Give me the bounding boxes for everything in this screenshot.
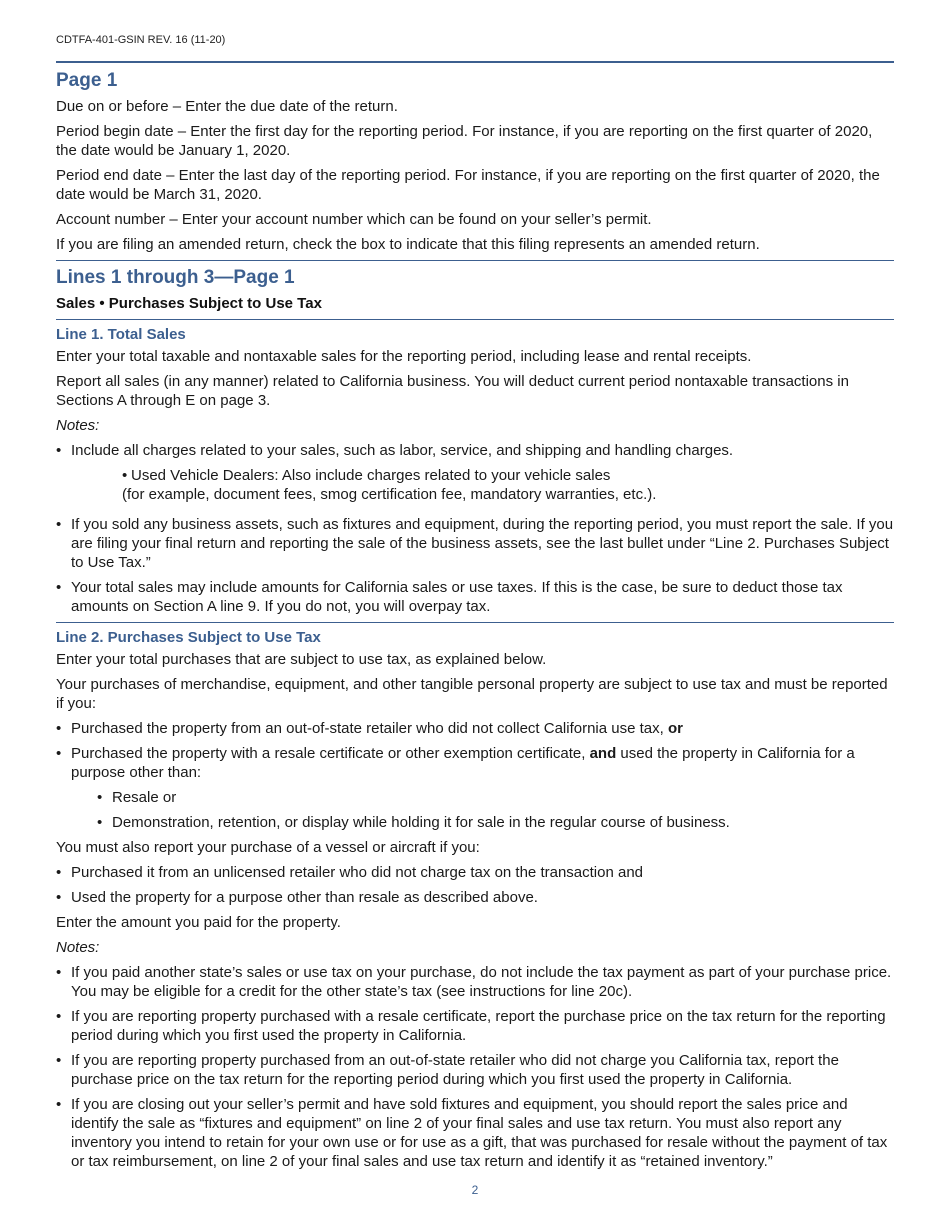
line1-sub-bullet [56, 466, 894, 504]
list-item: • Resale or [97, 788, 894, 807]
list-item: • Purchased the property from an out-of-state retailer who did not collect California use tax, or [56, 719, 894, 738]
list-item: • Used the property for a purpose other than resale as described above. [56, 888, 894, 907]
page1-period-begin: Period begin date – Enter the first day for the reporting period. For instance, if you are reporting on the first quarter of 2020, the date would be January 1, 2020. [56, 123, 873, 159]
section-title-page1: Page 1 [56, 70, 118, 91]
section-title-lines: Lines 1 through 3—Page 1 [56, 267, 295, 288]
line2-p2: Your purchases of merchandise, equipment, and other tangible personal property are subject to use tax and must be reported if you: [56, 676, 888, 712]
list-item: • If you are reporting property purchased with a resale certificate, report the purchase price on the tax return for the reporting period during which you first used the property in California. [56, 1007, 894, 1045]
divider [56, 622, 894, 623]
line1-p2: Report all sales (in any manner) related to California business. You will deduct current period nontaxable transactions in Sections A through E on page 3. [56, 373, 849, 409]
list-item: • Include all charges related to your sales, such as labor, service, and shipping and handling charges. [56, 441, 894, 460]
line2-sub-conditions [56, 788, 894, 832]
line2-title: Line 2. Purchases Subject to Use Tax [56, 629, 321, 646]
list-item: • If you sold any business assets, such as fixtures and equipment, during the reporting period, you must report the sale. If you are filing your final return and reporting the sale of the business assets, see the last bullet under “Line 2. Purchases Subject to Use Tax.” [56, 515, 894, 572]
form-number: CDTFA-401-GSIN REV. 16 (11-20) [56, 34, 226, 46]
sub-bullet-text-1: Used Vehicle Dealers: Also include charges related to your vehicle sales [131, 467, 611, 484]
line2-notes-list [56, 963, 894, 1171]
line1-p1: Enter your total taxable and nontaxable sales for the reporting period, including lease and rental receipts. [56, 348, 752, 365]
list-item: • If you paid another state’s sales or use tax on your purchase, do not include the tax payment as part of your purchase price. You may be eligible for a credit for the other state’s tax (see instructions for line 20c). [56, 963, 894, 1001]
sub-bullet-text-2: (for example, document fees, smog certification fee, mandatory warranties, etc.). [122, 486, 657, 503]
list-item: • If you are closing out your seller’s permit and have sold fixtures and equipment, you should report the sales price and identify the sale as “fixtures and equipment” on line 2 of your final sales and use tax return. You must also report any inventory you intend to retain for your own use or for use as a gift, that was purchased for resale without the payment of tax or tax reimbursement, on line 2 of your final sales and use tax return and identify it as “retained inventory.” [56, 1095, 894, 1171]
divider [56, 319, 894, 320]
list-item: • Purchased it from an unlicensed retailer who did not charge tax on the transaction and [56, 863, 894, 882]
list-item: • Your total sales may include amounts for California sales or use taxes. If this is the case, be sure to deduct those tax amounts on Section A line 9. If you do not, you will overpay tax. [56, 578, 894, 616]
line2-notes-label: Notes: [56, 939, 100, 956]
page1-amended: If you are filing an amended return, check the box to indicate that this filing represents an amended return. [56, 236, 760, 253]
section-subtitle-lines: Sales • Purchases Subject to Use Tax [56, 295, 322, 312]
page-number: 2 [471, 1183, 479, 1197]
line1-notes-label: Notes: [56, 417, 100, 434]
line2-p4: Enter the amount you paid for the property. [56, 914, 341, 931]
line1-notes-list [56, 441, 894, 460]
list-item [122, 466, 894, 504]
line1-title: Line 1. Total Sales [56, 326, 186, 343]
page1-period-end: Period end date – Enter the last day of the reporting period. For instance, if you are reporting on the first quarter of 2020, the date would be March 31, 2020. [56, 167, 880, 203]
content [56, 66, 894, 1171]
line1-notes-list-2 [56, 515, 894, 616]
line2-vessel-conditions [56, 863, 894, 907]
line2-p1: Enter your total purchases that are subject to use tax, as explained below. [56, 651, 547, 668]
header-rule [56, 61, 894, 63]
page1-account-number: Account number – Enter your account number which can be found on your seller’s permit. [56, 211, 652, 228]
page1-due-date: Due on or before – Enter the due date of the return. [56, 98, 398, 115]
line2-p3: You must also report your purchase of a vessel or aircraft if you: [56, 839, 480, 856]
divider [56, 260, 894, 261]
line2-conditions [56, 719, 894, 782]
list-item: • Demonstration, retention, or display while holding it for sale in the regular course of business. [97, 813, 894, 832]
list-item: • Purchased the property with a resale certificate or other exemption certificate, and used the property in California for a purpose other than: [56, 744, 894, 782]
list-item: • If you are reporting property purchased from an out-of-state retailer who did not charge you California tax, report the purchase price on the tax return for the reporting period during which you first used the property in California. [56, 1051, 894, 1089]
